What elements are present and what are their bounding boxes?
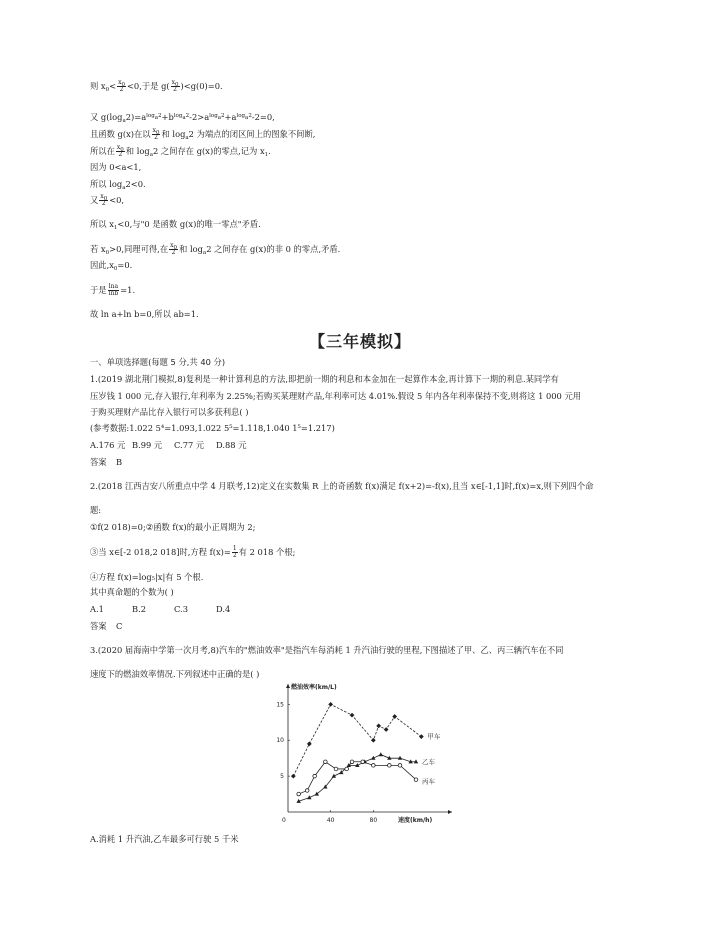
x-axis-label: 速度(km/h): [398, 817, 433, 824]
q3-option-a: A.消耗 1 升汽油,乙车最多可行驶 5 千米: [90, 834, 239, 844]
q2-line-2: 题:: [90, 505, 102, 515]
q2-answer: 答案 C: [90, 621, 123, 631]
chart-axes: [286, 684, 452, 814]
series-label: 丙车: [422, 777, 435, 786]
x-axis-arrow: [448, 810, 452, 814]
y-tick-label: 10: [276, 737, 284, 745]
proof-line-5: 因为 0<a<1,: [90, 162, 142, 172]
part1-heading: 一、单项选择题(每题 5 分,共 40 分): [90, 357, 226, 367]
q2-line-4: ③当 x∈[-2 018,2 018]时,方程 f(x)= $\frac{1}{2}$ 有 2 018 个根;: [90, 545, 296, 559]
proof-line-4: 所以在 $\frac{x_0}{2}$ 和 $\log_a2$ 之间存在 g(x)的零点,记为 $x_1$.: [90, 144, 271, 158]
data-point: [324, 760, 328, 764]
chart-series: [291, 702, 424, 803]
q3-line-2: 速度下的燃油效率情况.下列叙述中正确的是( ): [90, 669, 260, 679]
data-point: [398, 764, 402, 768]
data-point: [328, 702, 333, 707]
q2-options: [90, 604, 230, 614]
data-point: [414, 778, 418, 782]
q2-option-b: B.2: [132, 604, 147, 614]
y-axis-label: 燃油效率(km/L): [291, 684, 337, 691]
data-point: [376, 723, 381, 728]
proof-line-3: 且函数 g(x)在以 $\frac{x_0}{2}$ 和 $\log_a2$ 为端点的闭区间上的图象不间断,: [90, 127, 316, 141]
data-point: [384, 727, 389, 732]
proof-line-8: 所以 $x_1<0$,与"0 是函数 g(x)的唯一零点"矛盾.: [90, 219, 261, 231]
data-point: [305, 789, 309, 793]
chart-labels: [276, 683, 440, 824]
data-point: [345, 767, 349, 771]
q1-option-c: C.77 元: [174, 440, 205, 450]
q1-line-2: 压岁钱 1 000 元,存入银行,年利率为 2.25%;若购买某理财产品,年利率可达 4.01%.假设 5 年内各年利率保持不变,则将这 1 000 元用: [90, 391, 582, 401]
y-axis-arrow: [286, 684, 290, 688]
data-point: [372, 764, 376, 768]
proof-line-12: 故 ln a+ln b=0,所以 ab=1.: [90, 309, 199, 319]
series-label: 甲车: [427, 732, 441, 741]
q1-options: [90, 440, 247, 450]
q2-line-1: 2.(2018 江西吉安八所重点中学 4 月联考,12)定义在实数集 R 上的奇函数 f(x)满足 f(x+2)=-f(x),且当 x∈[-1,1]时,f(x)=x,则下列四个命: [90, 481, 594, 491]
proof-line-6: 所以 $\log_a2<0$.: [90, 179, 146, 191]
proof-line-7: 又 $\frac{x_0}{2}$ <0,: [90, 193, 125, 207]
proof-line-9: 若 $x_0>0$,同理可得,在 $\frac{x_0}{2}$ 和 $\log_a2$ 之间存在 g(x)的非 0 的零点,矛盾.: [90, 242, 341, 256]
proof-line-10: 因此$,x_0=0$.: [90, 260, 133, 272]
q1-line-3: 于购买理财产品比存入银行可以多获利息( ): [90, 407, 249, 417]
data-point: [392, 714, 397, 719]
x-tick-label: 40: [326, 817, 335, 824]
data-point: [419, 734, 424, 739]
q1-answer-value: B: [116, 457, 123, 467]
data-point: [379, 752, 383, 756]
q1-option-b: B.99 元: [132, 440, 163, 450]
q2-line-6: 其中真命题的个数为( ): [90, 587, 174, 597]
q2-option-a: A.1: [90, 604, 104, 614]
proof-line-1: 则 $x_0<$ $\frac{x_0}{2}$ <0,于是 g( $\frac{x_0}{2}$ )<g(0)=0.: [90, 79, 223, 93]
data-point: [291, 774, 296, 779]
y-tick-label: 5: [280, 773, 284, 781]
x-tick-label: 0: [282, 817, 286, 824]
data-point: [313, 774, 317, 778]
proof-line-2: 又 $g(\log_a2)=a^{log_a2}+b^{log_a2}-2>a^{log_a2}+a^{log_a2}-2=0$,: [90, 112, 275, 124]
data-point: [371, 738, 376, 743]
q1-line-1: 1.(2019 湖北荆门模拟,8)复利是一种计算利息的方法,即把前一期的利息和本金加在一起算作本金,再计算下一期的利息.某同学有: [90, 374, 559, 384]
q3-line-1: 3.(2020 届海南中学第一次月考,8)汽车的"燃油效率"是指汽车每消耗 1 升汽油行驶的里程,下图描述了甲、乙、丙三辆汽车在不同: [90, 645, 564, 655]
q2-option-d: D.4: [216, 604, 231, 614]
x-tick-label: 80: [369, 817, 378, 824]
y-tick-label: 15: [276, 701, 284, 709]
fuel-efficiency-chart: [270, 680, 460, 826]
series-label: 乙车: [422, 757, 435, 766]
q1-option-d: D.88 元: [216, 440, 247, 450]
q2-option-c: C.3: [174, 604, 188, 614]
q1-answer: 答案 B: [90, 457, 123, 467]
q2-line-5: ④方程 f(x)=log₅|x|有 5 个根.: [90, 572, 204, 582]
data-point: [388, 764, 392, 768]
data-point: [350, 713, 355, 718]
q1-line-4: (参考数据:1.022 5⁴=1.093,1.022 5⁵=1.118,1.040 1⁵=1.217): [90, 423, 335, 433]
data-point: [307, 741, 312, 746]
q2-line-3: ①f(2 018)=0;②函数 f(x)的最小正周期为 2;: [90, 522, 256, 532]
data-point: [297, 792, 301, 796]
data-point: [350, 760, 354, 764]
q1-option-a: A.176 元: [90, 440, 126, 450]
q2-answer-value: C: [116, 621, 123, 631]
proof-line-11: 于是 $\frac{\ln a}{\ln b}$ =1.: [90, 283, 136, 297]
section-title: 【三年模拟】: [308, 332, 411, 351]
data-point: [414, 759, 418, 763]
data-point: [334, 767, 338, 771]
data-point: [361, 760, 365, 764]
